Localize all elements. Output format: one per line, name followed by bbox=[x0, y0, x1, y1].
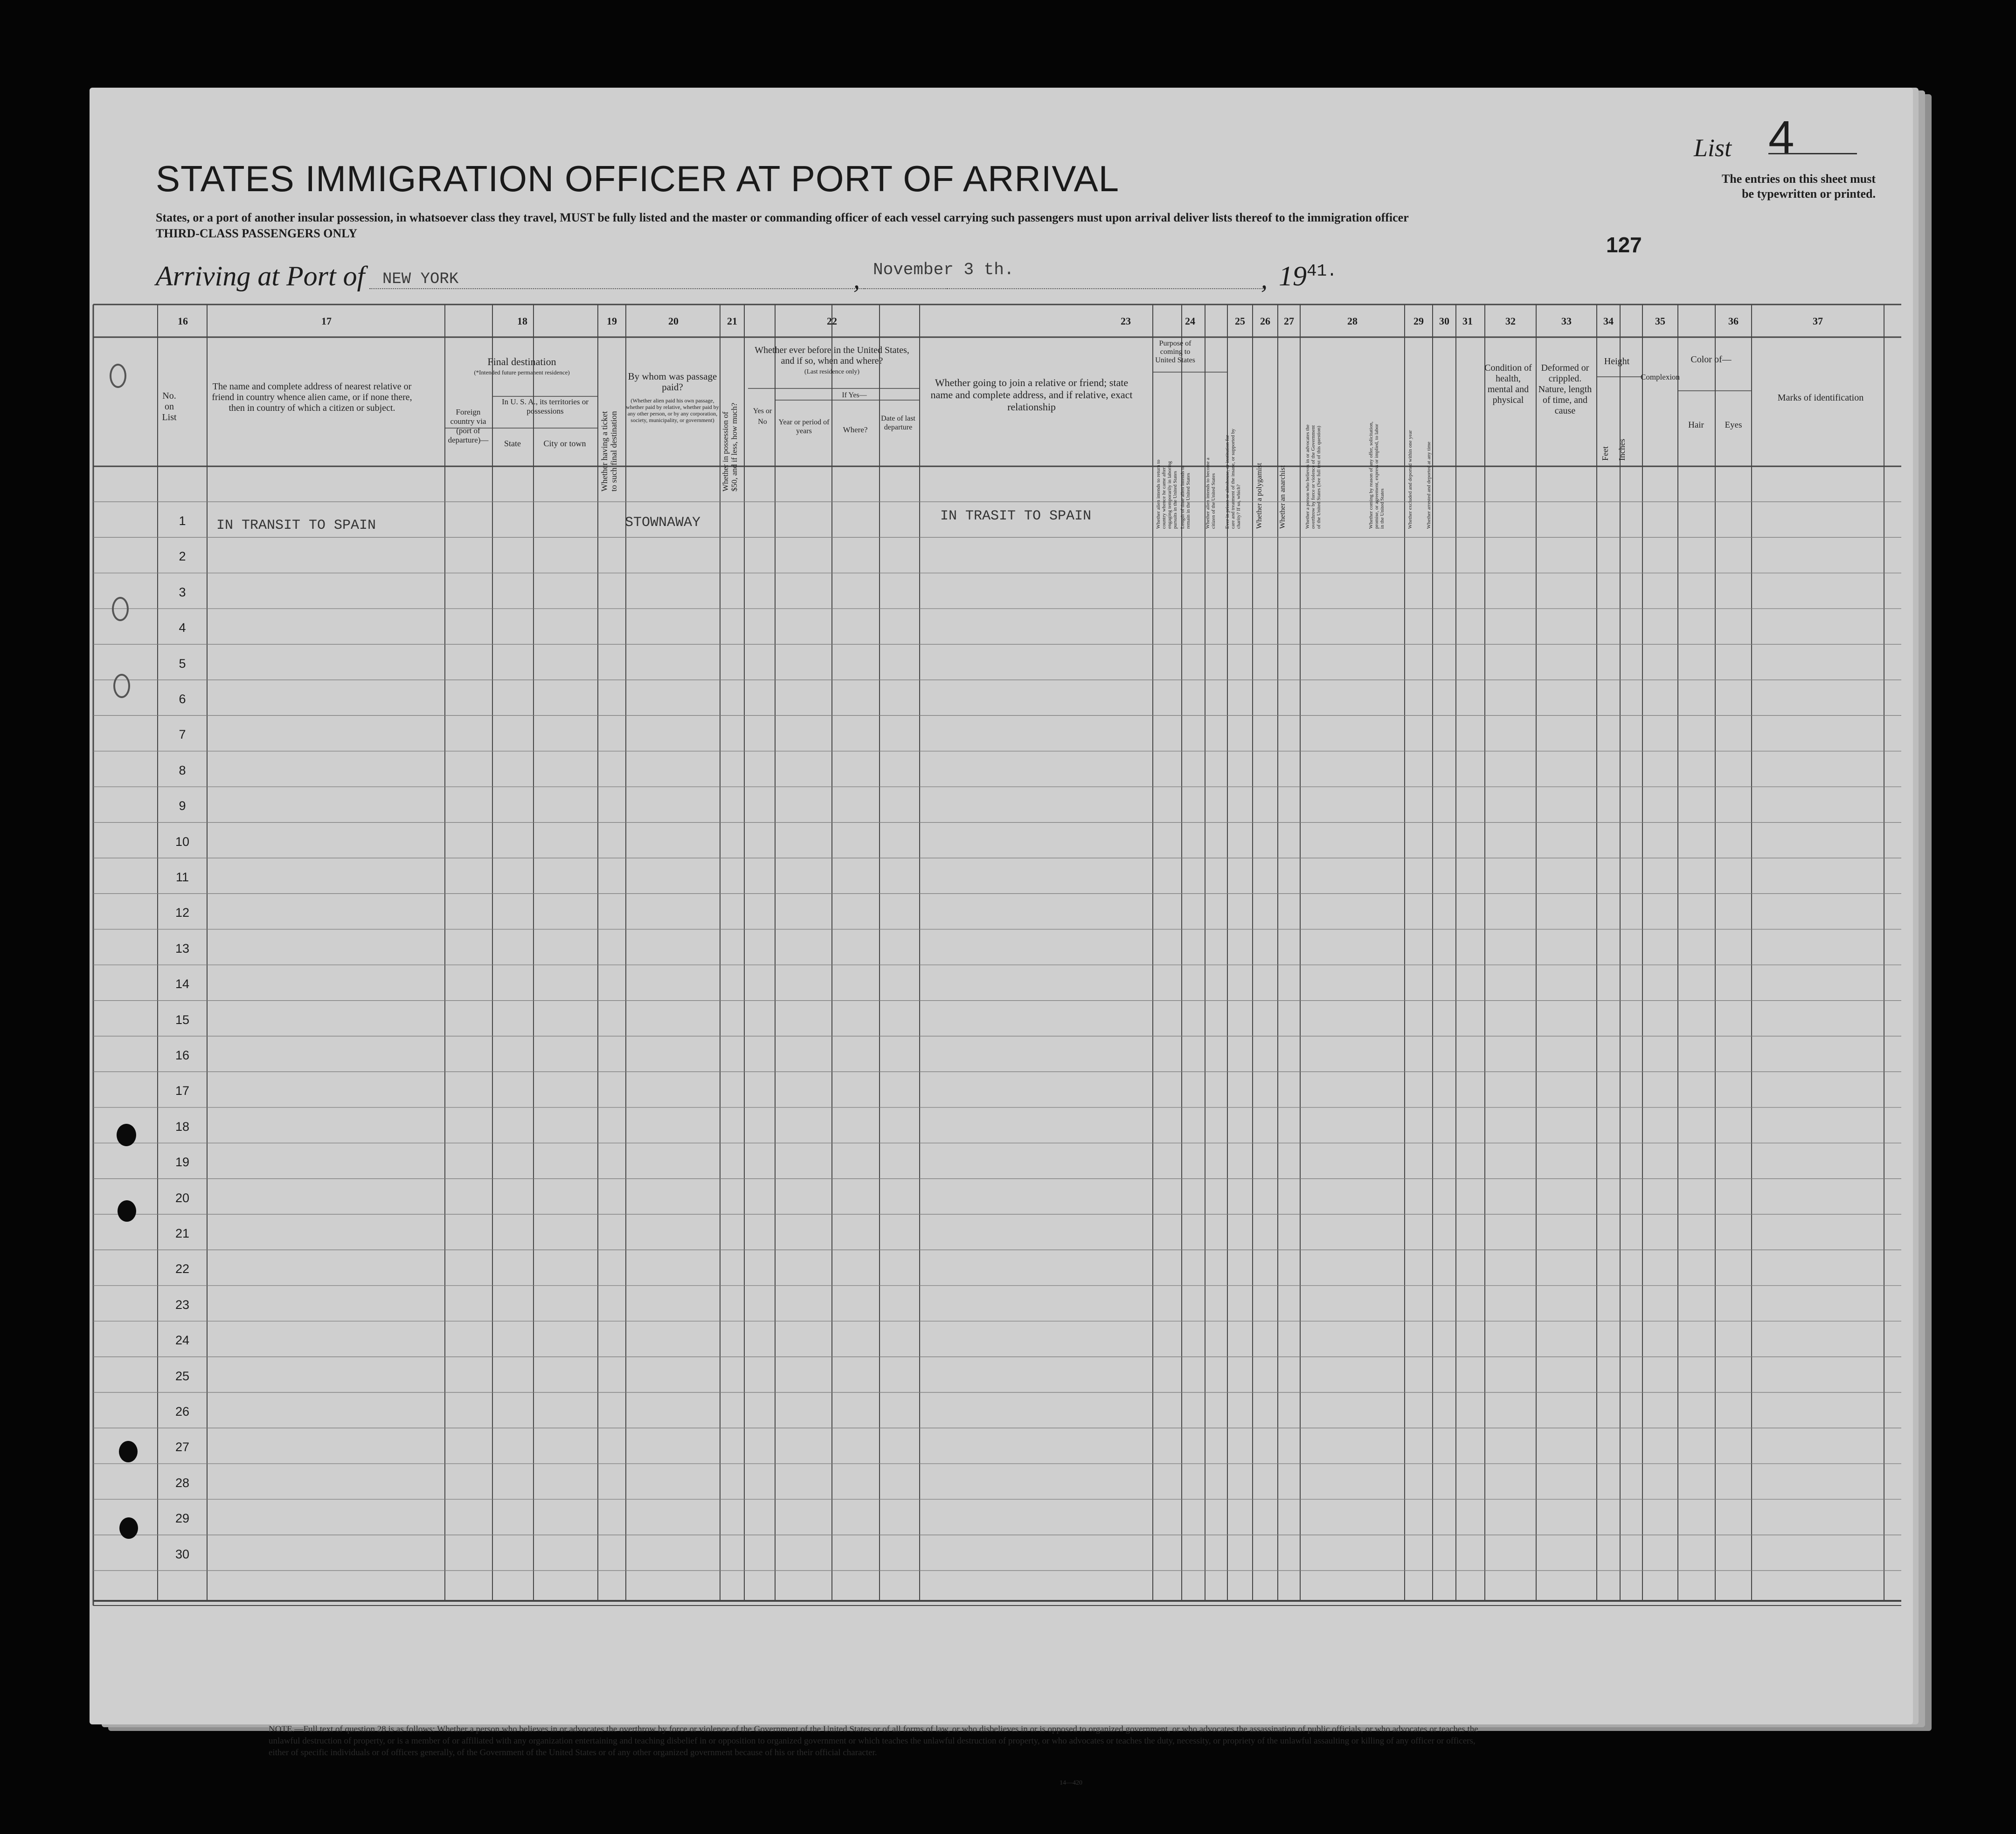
column-number: 23 bbox=[1121, 315, 1131, 327]
header-join-relative: Whether going to join a relative or friend; state name and complete address, and if relative, exact relationship bbox=[930, 377, 1133, 413]
row-number: 27 bbox=[175, 1440, 190, 1454]
header-city: City or town bbox=[543, 439, 586, 448]
header-inches: Inches bbox=[1617, 439, 1627, 461]
header-eyes: Eyes bbox=[1725, 420, 1742, 430]
row-number: 16 bbox=[175, 1048, 190, 1062]
column-number: 17 bbox=[321, 315, 332, 327]
column-number: 30 bbox=[1439, 315, 1449, 327]
row-number: 7 bbox=[179, 727, 186, 742]
binder-hole bbox=[119, 1441, 138, 1462]
header-health: Condition of health, mental and physical bbox=[1484, 363, 1532, 405]
binder-ring bbox=[110, 364, 126, 388]
header-feet: Feet bbox=[1600, 446, 1610, 461]
row-number: 8 bbox=[179, 763, 186, 777]
row-number: 23 bbox=[175, 1297, 190, 1312]
binder-ring bbox=[113, 674, 130, 698]
header-if-yes: If Yes— bbox=[842, 391, 867, 399]
header-overthrow: Whether a person who believes in or advocates the overthrow by force or violence of the Government of the United States (See full text of this question) bbox=[1305, 424, 1322, 529]
page-title: STATES IMMIGRATION OFFICER AT PORT OF ARRIVAL bbox=[156, 158, 1120, 199]
row-number: 29 bbox=[175, 1511, 190, 1526]
column-number: 29 bbox=[1413, 315, 1424, 327]
manifest-sheet bbox=[90, 88, 1913, 1786]
arrival-date: November 3 th. bbox=[873, 260, 1014, 279]
header-marks: Marks of identification bbox=[1777, 393, 1864, 403]
column-number: 19 bbox=[607, 315, 617, 327]
header-ever-before bbox=[748, 345, 916, 377]
header-purpose-citizen: Whether alien intends to become a citizen of the United States bbox=[1205, 457, 1216, 529]
row1-passage-paid: STOWNAWAY bbox=[625, 515, 701, 531]
row-number: 3 bbox=[179, 585, 186, 599]
manifest-grid bbox=[90, 88, 1913, 1724]
row1-nearest-relative: IN TRANSIT TO SPAIN bbox=[216, 518, 376, 533]
year-suffix: 41. bbox=[1307, 262, 1337, 281]
row-number: 14 bbox=[175, 977, 190, 991]
header-final-destination bbox=[445, 356, 599, 378]
row-number: 9 bbox=[179, 799, 186, 813]
row-number: 19 bbox=[175, 1155, 190, 1170]
column-number: 20 bbox=[668, 315, 679, 327]
header-in-usa: In U. S. A., its territories or possessions bbox=[501, 397, 589, 415]
binder-hole bbox=[118, 1200, 136, 1222]
comma: , bbox=[1261, 265, 1268, 294]
row-number: 15 bbox=[175, 1012, 190, 1027]
header-color-of: Color of— bbox=[1690, 354, 1732, 365]
row-number: 28 bbox=[175, 1475, 190, 1490]
form-number: 14—420 bbox=[1060, 1779, 1082, 1786]
final-destination-title: Final destination bbox=[487, 356, 556, 367]
sheet-number: 127 bbox=[1606, 233, 1642, 257]
column-number: 32 bbox=[1505, 315, 1516, 327]
list-number: 4 bbox=[1768, 111, 1794, 164]
row-number: 30 bbox=[175, 1547, 190, 1561]
column-number: 22 bbox=[827, 315, 837, 327]
footer-note: NOTE.—Full text of question 28 is as follows: Whether a person who believes in or advocates the overthrow by force or violence of the Government of the United States or of all forms of law, or who disbelieves in or is opposed to organized government, or who advocates the assassination of public officials, or who advocates or teaches the unlawful destruction of property, or is a member of or affiliated with any organization entertaining and teaching disbelief in or opposition to organized government or which teaches the unlawful destruction of property, or who advocates or teaches the duty, necessity, or propriety of the unlawful assaulting or killing of any officer or officers, either of specific individuals or of officers generally, of the Government of the United States or of any other organized government because of his or their official character. bbox=[269, 1724, 1478, 1758]
row-number: 1 bbox=[179, 514, 186, 528]
ever-before-sub: (Last residence only) bbox=[804, 368, 860, 375]
row-number: 4 bbox=[179, 621, 186, 635]
header-ticket: Whether having a ticket to such final destination bbox=[600, 411, 618, 491]
binder-hole bbox=[119, 1517, 138, 1539]
port-value: NEW YORK bbox=[382, 270, 459, 288]
column-number: 37 bbox=[1813, 315, 1823, 327]
header-passage-paid bbox=[626, 371, 719, 423]
column-number: 28 bbox=[1347, 315, 1358, 327]
column-number: 24 bbox=[1185, 315, 1195, 327]
ever-before-title: Whether ever before in the United States, and if so, when and where? bbox=[755, 345, 909, 366]
column-number: 33 bbox=[1561, 315, 1572, 327]
header-prison: Ever in prison or almshouse, or institution for care and treatment of the insane, or supported by charity? If so, which? bbox=[1225, 429, 1241, 529]
header-arrested: Whether arrested and deported at any time bbox=[1426, 442, 1432, 529]
row-number: 18 bbox=[175, 1119, 190, 1134]
header-complexion: Complexion bbox=[1641, 373, 1680, 381]
row-number: 12 bbox=[175, 906, 190, 920]
header-height: Height bbox=[1604, 356, 1630, 367]
header-anarchist: Whether an anarchist bbox=[1279, 465, 1287, 529]
row-number: 11 bbox=[175, 870, 189, 884]
final-destination-sub: (*Intended future permanent residence) bbox=[474, 369, 570, 376]
list-label: List bbox=[1694, 134, 1732, 162]
header-foreign-country: Foreign country via (port of departure)— bbox=[448, 408, 489, 444]
header-hair: Hair bbox=[1688, 420, 1704, 430]
row-number: 5 bbox=[179, 656, 186, 671]
row-number: 21 bbox=[175, 1226, 190, 1240]
passage-paid-title: By whom was passage paid? bbox=[628, 371, 717, 393]
row-number: 10 bbox=[175, 834, 190, 849]
column-number: 35 bbox=[1655, 315, 1665, 327]
row-number: 24 bbox=[175, 1333, 190, 1348]
row-number: 25 bbox=[175, 1369, 190, 1383]
row-number: 17 bbox=[175, 1084, 190, 1098]
row-number: 22 bbox=[175, 1262, 190, 1276]
header-deformed: Deformed or crippled. Nature, length of time, and cause bbox=[1538, 363, 1592, 416]
row-number: 2 bbox=[179, 549, 186, 564]
row-number: 26 bbox=[175, 1405, 190, 1419]
header-polygamist: Whether a polygamist bbox=[1255, 463, 1263, 529]
header-where: Where? bbox=[843, 425, 868, 434]
entries-note-line-1: The entries on this sheet must bbox=[1721, 172, 1876, 186]
header-nearest-relative: The name and complete address of nearest relative or friend in country whence alien came, or if none there, then in country of which a citizen or subject. bbox=[212, 381, 412, 413]
passage-paid-sub: (Whether alien paid his own passage, whether paid by relative, whether paid by any other person, or by any corporation, society, municipality, or government) bbox=[626, 397, 719, 423]
row-number: 6 bbox=[179, 692, 186, 706]
header-purpose-return: Whether alien intends to return to country whence he came after engaging temporarily in laboring pursuits in the United States bbox=[1156, 459, 1178, 529]
comma: , bbox=[853, 265, 860, 294]
grid-lines bbox=[90, 88, 1913, 1724]
column-number: 25 bbox=[1235, 315, 1245, 327]
header-fifty-dollars: Whether in possession of $50, and if less, how much? bbox=[721, 402, 739, 491]
column-number: 31 bbox=[1462, 315, 1473, 327]
arriving-label: Arriving at Port of bbox=[156, 261, 365, 291]
binder-ring bbox=[112, 597, 129, 621]
row-number: 13 bbox=[175, 941, 190, 955]
row1-join-relative: IN TRASIT TO SPAIN bbox=[940, 508, 1092, 524]
header-purpose: Purpose of coming to United States bbox=[1155, 339, 1195, 364]
column-number: 18 bbox=[517, 315, 527, 327]
passenger-class: THIRD-CLASS PASSENGERS ONLY bbox=[156, 227, 358, 240]
header-yes-or-no: Yes or No bbox=[753, 407, 772, 426]
header-excluded: Whether excluded and deported within one year bbox=[1407, 430, 1413, 529]
column-number: 36 bbox=[1728, 315, 1739, 327]
column-number: 16 bbox=[178, 315, 188, 327]
row-number: 20 bbox=[175, 1190, 190, 1205]
header-year-period: Year or period of years bbox=[778, 418, 830, 435]
year-prefix: 19 bbox=[1279, 261, 1307, 291]
header-date-departure: Date of last departure bbox=[881, 415, 915, 431]
binder-hole bbox=[117, 1124, 136, 1146]
column-number: 34 bbox=[1603, 315, 1614, 327]
header-no-on-list: No. on List bbox=[162, 391, 177, 422]
entries-note-line-2: be typewritten or printed. bbox=[1742, 187, 1876, 201]
header-offer-labor: Whether coming by reason of any offer, solicitation, promise, or agreement, express or implied, to labor in the United States bbox=[1368, 422, 1385, 529]
column-number: 26 bbox=[1260, 315, 1270, 327]
header-purpose-length: Length of time alien intends to remain in the United States bbox=[1180, 465, 1191, 529]
header-state: State bbox=[504, 439, 521, 448]
column-number: 27 bbox=[1284, 315, 1294, 327]
instructions-line-1: States, or a port of another insular possession, in whatsoever class they travel, MUST be fully listed and the master or commanding officer of each vessel carrying such passengers must upon arrival deliver lists thereof to the immigration officer bbox=[156, 211, 1409, 224]
column-number: 21 bbox=[727, 315, 737, 327]
